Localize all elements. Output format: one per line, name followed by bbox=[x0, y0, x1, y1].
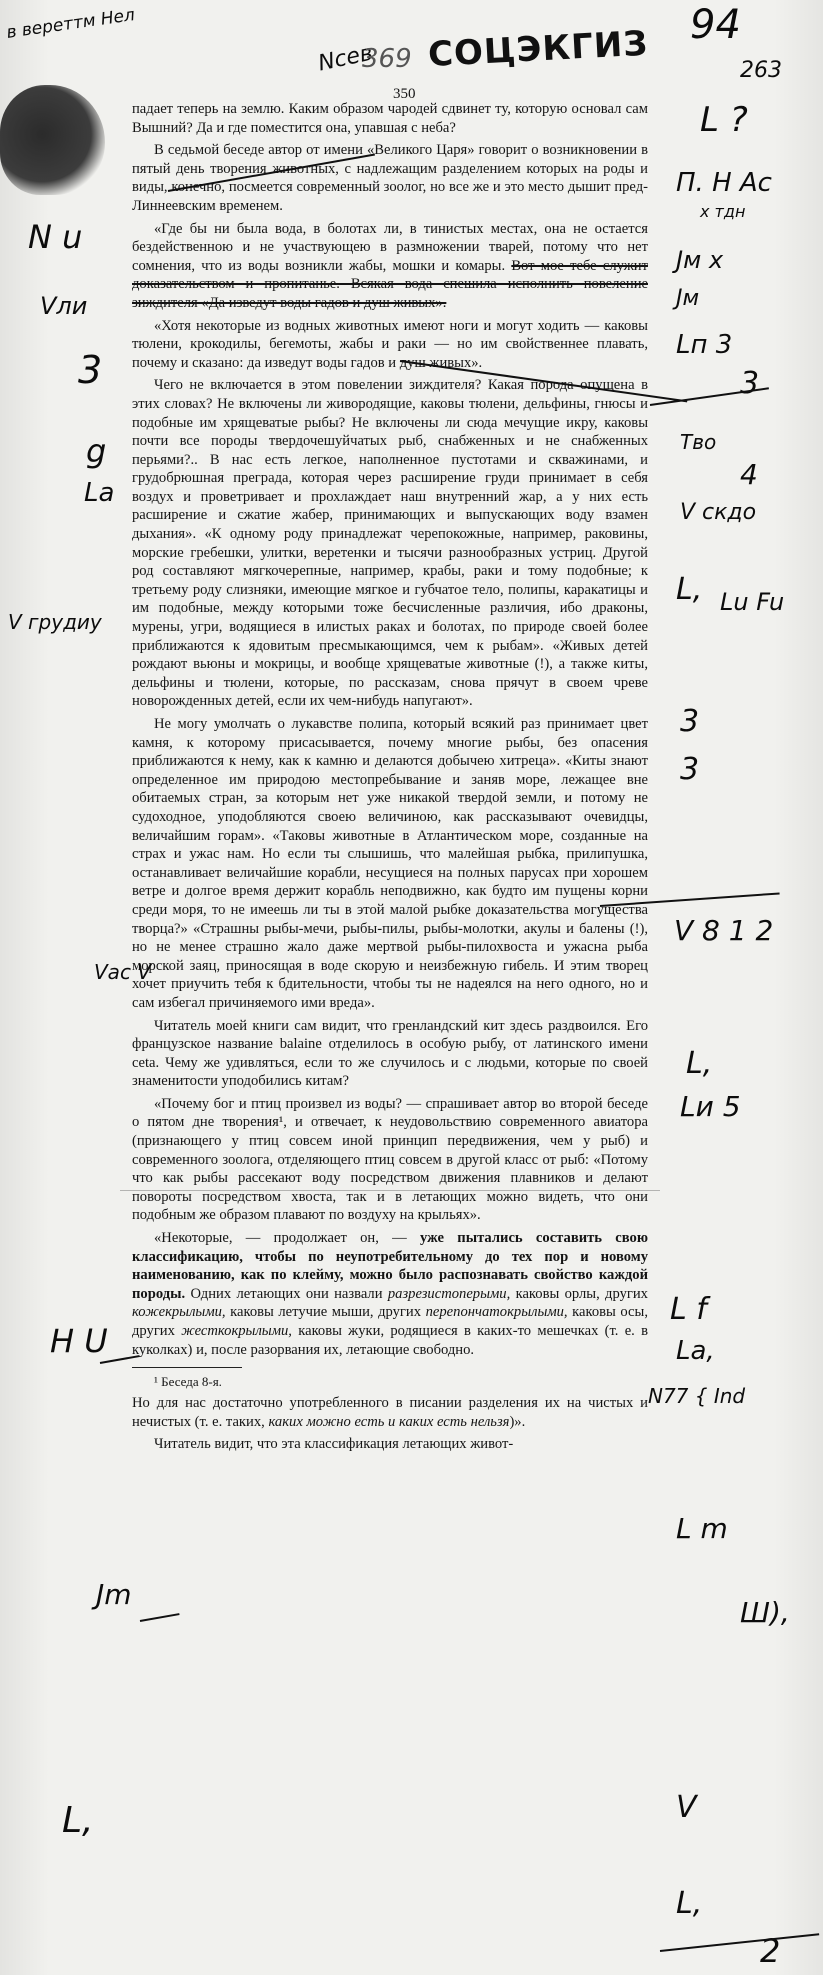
handwritten-note: Jm bbox=[96, 1578, 132, 1611]
publisher-stamp: СОЦЭКГИЗ bbox=[427, 23, 650, 76]
italic-term: кожекрылыми, bbox=[132, 1304, 226, 1321]
handwritten-note: 4 bbox=[740, 458, 758, 491]
proof-line bbox=[660, 1933, 819, 1952]
handwritten-note: Nсев bbox=[316, 40, 376, 77]
ink-smudge bbox=[0, 85, 105, 195]
handwritten-note: V скдо bbox=[680, 500, 757, 525]
footnote: ¹ Беседа 8-я. bbox=[154, 1374, 222, 1390]
handwritten-note: H U bbox=[50, 1322, 108, 1360]
handwritten-note: П. Н Ас bbox=[676, 168, 772, 198]
paragraph: «Почему бог и птиц произвел из воды? — спрашивает автор во второй беседе о пятом дне творения¹, и отвечает, к неудовольствию современного авиатора (признающего у птиц совсем иной принцип передвижения, чем у рыб) и современного зоолога, отделяющего птиц совсем в другой класс от рыб: «Потому что как рыбы рассекают воду посредством движения плавников и делают повороты посредством хвоста, так и в летающих можно видеть, что они подобным же образом плавают по воздуху на крыльях». bbox=[132, 1095, 648, 1224]
handwritten-note: 3 bbox=[680, 752, 700, 787]
handwritten-note: V bbox=[676, 1790, 697, 1825]
handwritten-note: 369 bbox=[362, 44, 412, 74]
italic-term: жесткокрылыми, bbox=[181, 1323, 292, 1339]
text-run: каковы летучие мыши, других bbox=[230, 1304, 422, 1321]
text-run: Одних летающих они назвали bbox=[190, 1285, 383, 1302]
handwritten-note: L m bbox=[676, 1512, 728, 1545]
paragraph bbox=[132, 1394, 648, 1431]
text-run: каковы жуки, родящиеся в каких-то мешечках (т. е. в куколках) и, после разорвания их, летающие свободно. bbox=[132, 1323, 648, 1358]
italic-text: каких можно есть и каких есть нельзя bbox=[268, 1413, 510, 1430]
handwritten-note: N77 { Ind bbox=[648, 1384, 746, 1408]
handwritten-note: Jм bbox=[676, 286, 700, 311]
text-run: каковы осы, других bbox=[132, 1304, 648, 1339]
page-number: 350 bbox=[393, 86, 416, 102]
text-run: )». bbox=[509, 1413, 526, 1430]
handwritten-note: L ? bbox=[700, 100, 748, 140]
handwritten-note: Lи 5 bbox=[680, 1090, 741, 1123]
handwritten-note: N u bbox=[28, 218, 83, 256]
italic-term: перепончатокрылыми, bbox=[425, 1304, 568, 1321]
handwritten-note: Jм x bbox=[676, 246, 724, 274]
handwritten-note: 263 bbox=[740, 58, 782, 83]
paragraph: Читатель видит, что эта классификация летающих живот- bbox=[154, 1436, 514, 1453]
handwritten-note: La bbox=[84, 478, 115, 508]
paragraph: Читатель моей книги сам видит, что гренландский кит здесь раздвоился. Его французское название balaine отделилось в особую рыбу, от латинского имени ceta. Чему же удивляться, если то же случилось и с людьми, которые по своей знаменитости уподобились китам? bbox=[132, 1017, 648, 1090]
italic-term: разрезистоперыми, bbox=[387, 1285, 511, 1302]
text-run: каковы орлы, других bbox=[515, 1285, 648, 1302]
handwritten-note: Ш), bbox=[740, 1596, 790, 1629]
handwritten-note: V грудиу bbox=[8, 610, 102, 634]
handwritten-note: La, bbox=[676, 1336, 715, 1366]
handwritten-note: Lu Fu bbox=[720, 588, 785, 616]
handwritten-note: V 8 1 2 bbox=[674, 914, 774, 947]
handwritten-note: Тво bbox=[680, 430, 717, 454]
handwritten-note: x тдн bbox=[700, 202, 746, 221]
handwritten-note: Vли bbox=[40, 292, 88, 320]
handwritten-note: Vас V bbox=[94, 960, 151, 984]
handwritten-note: L, bbox=[62, 1800, 94, 1841]
paragraph: Не могу умолчать о лукавстве полипа, который всякий раз принимает цвет камня, к которому присасывается, почему многие рыбы, без опасения приближаются к нему, как к камню и делаются добычею хитреца». «Киты знают определенное им природою местопребывание и заняв море, лежащее вне обитаемых стран, за которым нет уже никакой твердой земли, и потому не судоходное, уподобляются своею величиною, как рассказывают очевидцы, величайшим горам». «Таковы животные в Атлантическом море, созданные на страх и ужас нам. Но если ты слышишь, что малейшая рыбка, прилипушка, останавливает величайшие корабли, несущиеся на полных парусах при хорошем ветре и долгое время держит корабль неподвижно, как будто им пущены корни среди моря, то не имеешь ли ты в этой малой рыбке доказательства могущества творца?» «Страшны рыбы-мечи, рыбы-пилы, рыбы-молотки, акулы и балены (!), но не менее страшно жало даже мертвой рыбы-пилохвоста и ужасна рыба морской заяц, приносящая в воде скорую и неизбежную гибель. И этим творец хочет приучить тебя к бдительности, чтобы ты не надеялся на него одного, но и сам избегал причиняемого ими вреда». bbox=[132, 716, 648, 1011]
paragraph: В седьмой беседе автор от имени «Великого Царя» говорит о возникновении в пятый день творения животных, с надлежащим разделением которых на роды и виды, конечно, посмеется современный зоолог, но все же и это место дышит пред-Линнеевским временем. bbox=[132, 142, 648, 214]
text-run: «Некоторые, — продолжает он, — bbox=[154, 1230, 407, 1247]
bold-text: уже пытались составить свою классификацию, чтобы по неупотребительному до тех пор и новому наименованию, как по клейму, можно было распознавать свойство каждой породы. bbox=[132, 1230, 648, 1302]
handwritten-note: L, bbox=[676, 1886, 703, 1921]
handwritten-note: 3 bbox=[740, 366, 760, 401]
handwritten-note: g bbox=[86, 432, 107, 470]
handwritten-note: 2 bbox=[760, 1932, 781, 1970]
paragraph: Чего не включается в этом повелении зиждителя? Какая порода опущена в этих словах? Не включены ли живородящие, каковы тюлени, дельфины, гнюсы и подобные им хрящеватые рыбы? Не включены ли сюда мечущие икру, каковы почти все породы твердочешуйчатых рыб, снабженных и не снабженных перьями?.. В нас есть легкое, наполненное пустотами и скважинами, и грудобрюшная преграда, которая через расширение груди принимает в себя воздух и проветривает и прохлаждает наш внутренний жар, а у них есть расширение и сжатие жабер, принимающих и выпускающих воду взамен дыхания». «К одному роду принадлежат черепокожные, например, раковины, морские гребешки, улитки, веретенки и тысячи разнообразных устриц. Другой род составляют мягкочерепные, например, крабы, раки и тому подобные; к третьему роду слизняки, имеющие мягкое и губчатое тело, полипы, каракатицы и им подобные, между которыми тоже бесчисленные различия, ибо драконы, мурены, угри, водящиеся в илистых раках и болотах, по природе своей более приближаются к ядовитым пресмыкающимся, чем к рыбам». «Живых детей рождают вьюны и мокрицы, и вообще хрящеватые животные (!), а также киты, дельфины и тюлени, которые, по рассказам, снова прячут в своем чреве новорожденных детей, если их чем-нибудь напугают». bbox=[132, 377, 648, 710]
handwritten-note: 3 bbox=[78, 348, 103, 392]
handwritten-note: L, bbox=[676, 572, 703, 607]
handwritten-note: L f bbox=[670, 1292, 707, 1327]
handwritten-note: в вереттм Нел bbox=[5, 5, 137, 43]
struck-through-text: Вот мое тебе служит доказательством и пропитанье. Всякая вода спешила исполнить повеление зиждителя «Да изведут воды гадов и душ живых». bbox=[132, 257, 648, 311]
handwritten-note: Lп 3 bbox=[676, 330, 733, 360]
paragraph-text: «Где бы ни была вода, в болотах ли, в тинистых местах, она не остается бездейственною и не участвующею в размножении тварей, потому что нет сомнения, что из воды возникли жабы, мошки и комары. bbox=[132, 220, 648, 274]
handwritten-note: L, bbox=[686, 1046, 713, 1081]
body-text bbox=[132, 100, 648, 1458]
text-run: Но для нас достаточно употребленного в писании разделения их на чистых и нечистых (т. е. таких, bbox=[132, 1395, 648, 1430]
paragraph bbox=[132, 1229, 648, 1359]
footnote-rule bbox=[132, 1367, 242, 1368]
handwritten-note: 3 bbox=[680, 704, 700, 739]
proof-line bbox=[140, 1613, 180, 1622]
handwritten-note: 94 bbox=[690, 2, 741, 48]
paragraph bbox=[132, 220, 648, 313]
paragraph: падает теперь на землю. Каким образом чародей сдвинет ту, которую основал сам Вышний? Да и где поместится она, упавшая с неба? bbox=[132, 101, 648, 136]
paragraph: «Хотя некоторые из водных животных имеют ноги и могут ходить — каковы тюлени, крокодилы, бегемоты, жабы и раки — но им свойственнее плавать, почему и сказано: да изведут воды гадов и душ живых». bbox=[132, 317, 648, 371]
